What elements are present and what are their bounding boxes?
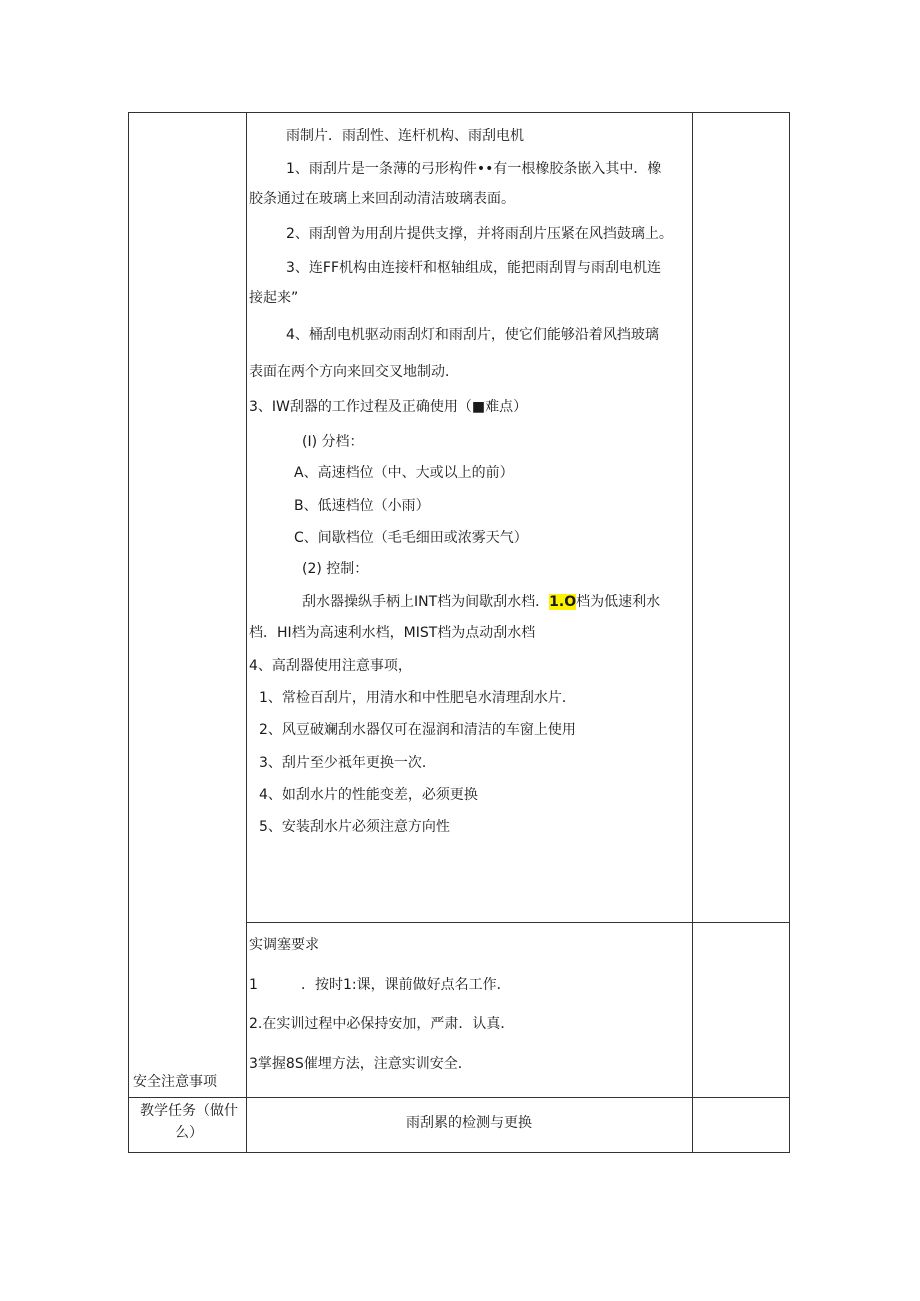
row-divider-safety (129, 1097, 789, 1098)
content-line: (I) 分档： (302, 434, 364, 450)
row-divider-content (246, 922, 789, 923)
content-line: B、低速档位（小雨） (294, 498, 430, 514)
content-line: 雨制片．雨刮性、连杆机构、雨刮电机 (286, 128, 524, 144)
content-line: 3、连FF机构由连接杆和枢轴组成，能把雨刮胃与雨刮电机连 (286, 260, 662, 276)
content-line: 4、桶刮电机驱动雨刮灯和雨刮片，使它们能够沿着风挡玻璃 (286, 327, 659, 343)
control-text: 刮水器操纵手柄上INT档为间歇刮水档． (302, 594, 550, 610)
safety-item: ．按时1:课，课前做好点名工作． (301, 977, 511, 993)
content-line: A、高速档位（中、大或以上的前） (294, 465, 514, 481)
safety-item: 2.在实训过程中必保持安加，严肃．认真． (249, 1016, 515, 1032)
list-item: 3、刮片至少祗年更换一次． (259, 755, 436, 771)
content-line: 胶条通过在玻璃上来回刮动清洁玻璃表面。 (249, 191, 515, 207)
safety-item-number: 1 (249, 977, 258, 993)
content-line: 档．HI档为高速利水档，MIST档为点动刮水档 (249, 625, 536, 641)
section-heading: 4、高刮器使用注意事项， (249, 658, 412, 674)
control-text: 档为低速利水 (576, 594, 661, 610)
content-line: 1、雨刮片是一条薄的弓形构件••有一根橡胶条嵌入其中．橡 (286, 161, 662, 177)
safety-title: 实调塞要求 (249, 937, 319, 953)
column-divider-2 (692, 113, 693, 1152)
list-item: 4、如刮水片的性能变差，必须更换 (259, 787, 478, 803)
content-line: (2) 控制： (302, 561, 369, 577)
list-item: 1、常检百刮片，用清水和中性肥皂水清理刮水片． (259, 690, 576, 706)
content-line: 表面在两个方向来回交叉地制动． (249, 364, 459, 380)
task-value: 雨刮累的检测与更换 (406, 1115, 532, 1131)
content-line: 接起来” (249, 290, 299, 306)
content-line (302, 593, 660, 611)
content-line: 2、雨刮曾为用刮片提供支撑，并将雨刮片压紧在风挡鼓璃上。 (286, 226, 673, 242)
section-heading: 3、IW刮器的工作过程及正确使用（■难点） (249, 399, 528, 415)
content-line: C、间歇档位（毛毛细田或浓雾天气） (294, 530, 528, 546)
list-item: 2、风豆破斓刮水器仅可在湿润和清洁的车窗上使用 (259, 722, 576, 738)
highlighted-text: 1.O (549, 594, 577, 610)
column-divider-1 (246, 113, 247, 1152)
safety-label: 安全注意事项 (133, 1074, 217, 1090)
safety-item: 3掌握8S催埋方法，注意实训安全． (249, 1056, 472, 1072)
task-label: 教学任务（做什么） (140, 1103, 238, 1141)
list-item: 5、安装刮水片必须注意方向性 (259, 819, 450, 835)
lesson-table (128, 112, 790, 1153)
